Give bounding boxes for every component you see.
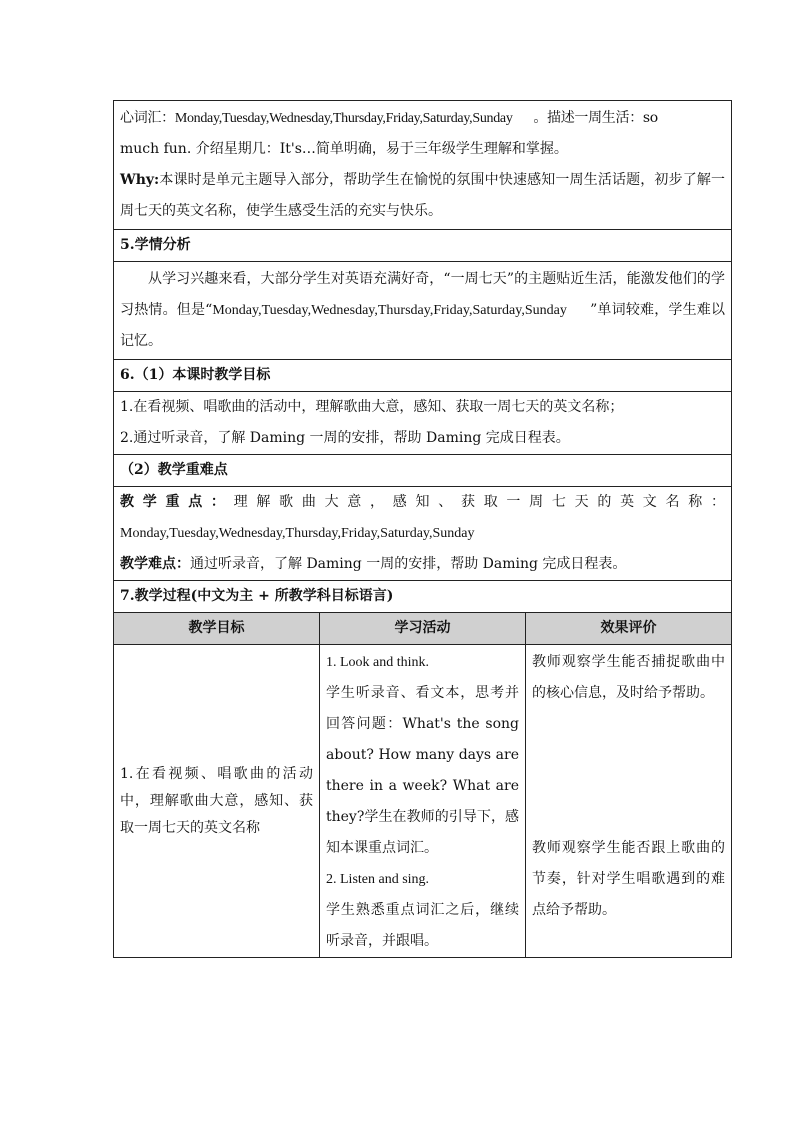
learner-analysis: 从学习兴趣来看，大部分学生对英语充满好奇，“一周七天”的主题贴近生活，能激发他们的学习热情。但是“Monday,Tuesday,Wednesday,Thursday,Friday,Saturday,Sunday ”单词较难，学生难以记忆。 — [120, 271, 725, 349]
difficult-points: 教学难点：通过听录音，了解 Daming 一周的安排，帮助 Daming 完成日程表。 — [120, 556, 627, 572]
evaluation-2: 教师观察学生能否跟上歌曲的节奏，针对学生唱歌遇到的难点给予帮助。 — [532, 840, 725, 918]
lesson-plan-document — [113, 100, 732, 958]
process-evaluation-cell — [526, 645, 732, 958]
lesson-plan-table — [113, 100, 732, 958]
header-evaluation: 效果评价 — [526, 613, 732, 645]
key-points: 教学重点：理解歌曲大意，感知、获取一周七天的英文名称： — [120, 494, 726, 510]
section6-title: 6.（1）本课时教学目标 — [114, 360, 732, 392]
section4-row — [114, 101, 732, 230]
activity-2-title: 2. Listen and sing. — [326, 872, 430, 887]
header-goal: 教学目标 — [114, 613, 320, 645]
section5-body-row — [114, 262, 732, 360]
why-label: Why: — [120, 172, 160, 188]
section4-line2: much fun. 介绍星期几：It's…简单明确，易于三年级学生理解和掌握。 — [120, 141, 568, 157]
process-header-row — [114, 613, 732, 645]
process-goal-cell: 1.在看视频、唱歌曲的活动中，理解歌曲大意，感知、获取一周七天的英文名称 — [114, 645, 320, 958]
section6b-title: （2）教学重难点 — [114, 455, 732, 487]
section7-title: 7.教学过程(中文为主 + 所教学科目标语言) — [114, 581, 732, 613]
core-words: Monday,Tuesday,Wednesday,Thursday,Friday,Saturday,Sunday — [174, 111, 513, 126]
section6-title-row — [114, 360, 732, 392]
process-row — [114, 645, 732, 958]
key-label: 教学重点： — [120, 494, 234, 510]
section6-body-row — [114, 392, 732, 455]
key-words: Monday,Tuesday,Wednesday,Thursday,Friday,Saturday,Sunday — [120, 526, 475, 541]
process-activity-cell — [320, 645, 526, 958]
activity-1-title: 1. Look and think. — [326, 655, 430, 670]
difficult-label: 教学难点： — [120, 556, 190, 572]
section6b-body-row — [114, 487, 732, 581]
evaluation-1: 教师观察学生能否捕捉歌曲中的核心信息，及时给予帮助。 — [532, 654, 725, 701]
section4-line1: 心词汇：Monday,Tuesday,Wednesday,Thursday,Friday,Saturday,Sunday 。描述一周生活：so — [120, 110, 658, 126]
section6b-title-row — [114, 455, 732, 487]
section5-title: 5.学情分析 — [114, 230, 732, 262]
goal-2: 2.通过听录音，了解 Daming 一周的安排，帮助 Daming 完成日程表。 — [120, 430, 570, 446]
section7-title-row — [114, 581, 732, 613]
activity-2-text: 学生熟悉重点词汇之后，继续听录音，并跟唱。 — [326, 902, 519, 949]
why-paragraph: Why:本课时是单元主题导入部分，帮助学生在愉悦的氛围中快速感知一周生活话题，初步了解一周七天的英文名称，使学生感受生活的充实与快乐。 — [120, 172, 725, 219]
activity-1-text: 学生听录音、看文本，思考并回答问题：What's the song about? How many days are there in a week? What are they?学生在教师的引导下，感知本课重点词汇。 — [326, 685, 519, 856]
evaluation-spacer — [532, 709, 725, 833]
section5-title-row — [114, 230, 732, 262]
goal-1: 1.在看视频、唱歌曲的活动中，理解歌曲大意，感知、获取一周七天的英文名称； — [120, 399, 624, 415]
header-activity: 学习活动 — [320, 613, 526, 645]
